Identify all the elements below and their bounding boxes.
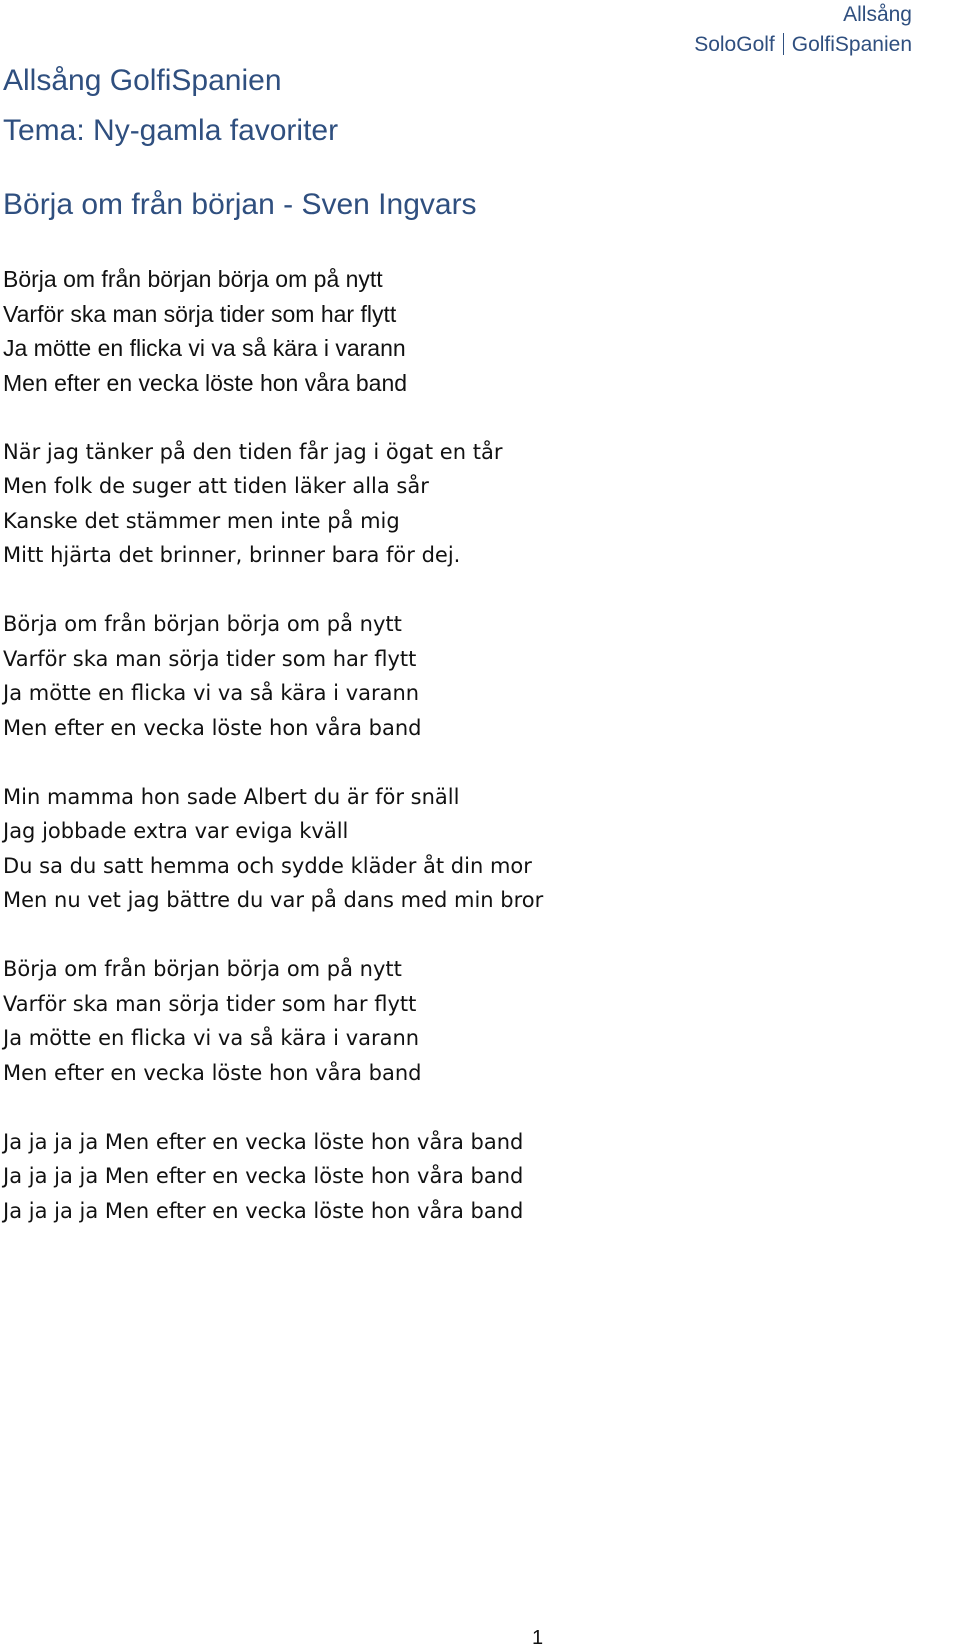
song-title: Börja om från början - Sven Ingvars	[3, 188, 477, 221]
page-number: 1	[532, 1627, 544, 1649]
header-left: SoloGolf	[694, 33, 775, 56]
lyrics	[3, 262, 903, 1263]
lyric-line: Börja om från början börja om på nytt	[3, 266, 383, 292]
lyric-line: Min mamma hon sade Albert du är för snäll	[3, 784, 460, 809]
lyric-line: Jag jobbade extra var eviga kväll	[3, 819, 349, 843]
lyric-line: Varför ska man sörja tider som har flytt	[3, 646, 417, 671]
header-right: GolfiSpanien	[791, 33, 912, 56]
lyric-line: Men efter en vecka löste hon våra band	[3, 1060, 422, 1085]
lyric-line: Börja om från början börja om på nytt	[3, 612, 402, 636]
page-header	[694, 0, 912, 60]
lyric-line: Ja mötte en flicka vi va så kära i varann	[3, 335, 406, 361]
lyric-line: Du sa du satt hemma och sydde kläder åt din mor	[3, 853, 532, 878]
stanza	[3, 607, 903, 745]
lyric-line: När jag tänker på den tiden får jag i ögat en tår	[3, 439, 503, 464]
lyric-line: Men efter en vecka löste hon våra band	[3, 715, 422, 740]
stanza	[3, 435, 903, 573]
lyric-line: Mitt hjärta det brinner, brinner bara för dej.	[3, 543, 461, 567]
lyric-line: Börja om från början börja om på nytt	[3, 957, 402, 981]
stanza	[3, 262, 903, 400]
lyric-line: Ja ja ja ja Men efter en vecka löste hon våra band	[3, 1129, 524, 1154]
header-separator	[783, 33, 784, 55]
document-theme: Tema: Ny-gamla favoriter	[3, 114, 339, 147]
lyric-line: Men nu vet jag bättre du var på dans med min bror	[3, 888, 544, 912]
lyric-line: Men efter en vecka löste hon våra band	[3, 369, 408, 396]
lyric-line: Ja ja ja ja Men efter en vecka löste hon våra band	[3, 1198, 524, 1223]
lyric-line: Ja mötte en flicka vi va så kära i varann	[3, 681, 420, 705]
stanza	[3, 780, 903, 918]
header-subtitle	[694, 30, 912, 60]
lyric-line: Ja ja ja ja Men efter en vecka löste hon våra band	[3, 1164, 524, 1188]
lyric-line: Ja mötte en flicka vi va så kära i varann	[3, 1026, 420, 1050]
document-title: Allsång GolfiSpanien	[3, 64, 282, 97]
lyric-line: Varför ska man sörja tider som har flytt	[3, 300, 397, 327]
lyric-line: Men folk de suger att tiden läker alla sår	[3, 474, 429, 498]
lyric-line: Varför ska man sörja tider som har flytt	[3, 991, 417, 1016]
document-titles	[3, 56, 338, 156]
stanza	[3, 1125, 903, 1229]
header-title: Allsång	[843, 3, 912, 26]
lyric-line: Kanske det stämmer men inte på mig	[3, 508, 400, 533]
stanza	[3, 952, 903, 1090]
